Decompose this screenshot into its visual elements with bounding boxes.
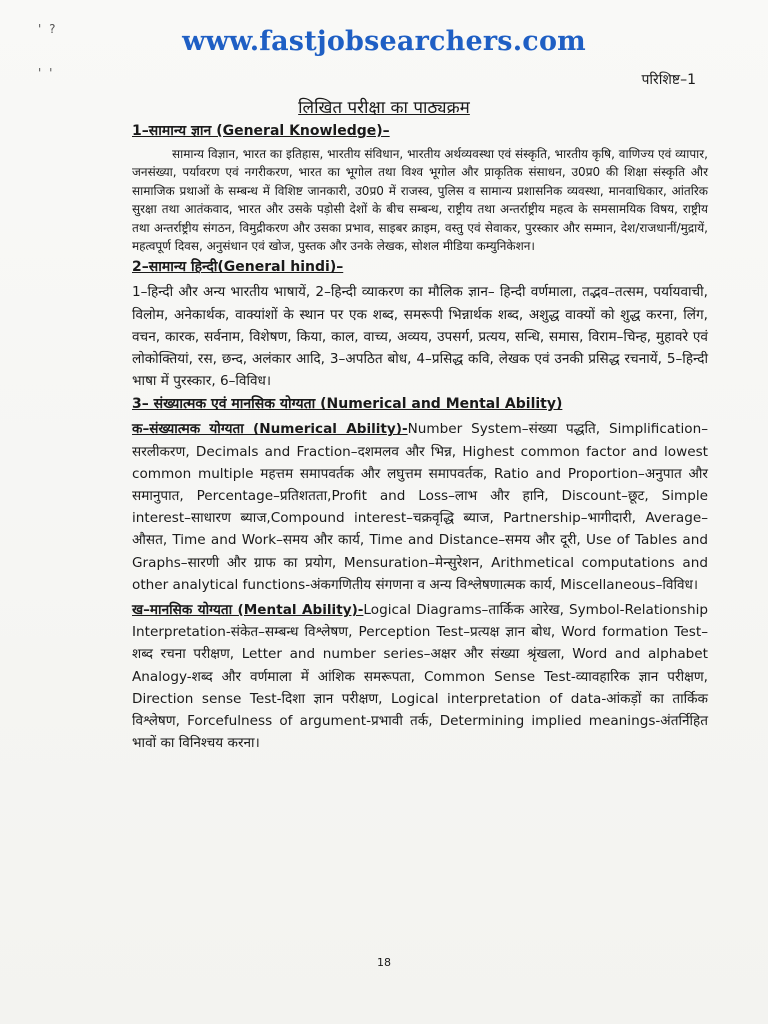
section-body-hindi: 1–हिन्दी और अन्य भारतीय भाषायें, 2–हिन्दी व्याकरण का मौलिक ज्ञान– हिन्दी वर्णमाला, तद्भव–तत्सम, पर्यायवाची, विलोम, अनेकार्थक, वाक्यांशों के स्थान पर एक शब्द, समरूपी भिन्नार्थक शब्द, अशुद्ध वाक्यों को शुद्ध करना, लिंग, वचन, कारक, सर्वनाम, विशेषण, किया, काल, वाच्य, अव्यय, उपसर्ग, प्रत्यय, सन्धि, समास, विराम–चिन्ह, मुहावरे एवं लोकोक्तियां, रस, छन्द, अलंकार आदि, 3–अपठित बोध, 4–प्रसिद्ध कवि, लेखक एवं उनकी प्रसिद्ध रचनायें, 5–हिन्दी भाषा में पुरस्कार, 6–विविध। [132,284,708,390]
document-title: लिखित परीक्षा का पाठ्यक्रम [298,98,470,118]
section-heading-hindi: 2–सामान्य हिन्दी(General hindi)– [132,259,344,276]
section-heading-gk: 1–सामान्य ज्ञान (General Knowledge)– [132,123,390,139]
scan-speck-mid: ' ' [38,66,55,80]
subheading-numerical-ability: क–संख्यात्मक योग्यता (Numerical Ability)- [132,421,408,438]
section-body-gk: सामान्य विज्ञान, भारत का इतिहास, भारतीय संविधान, भारतीय अर्थव्यवस्था एवं संस्कृति, भारतीय कृषि, वाणिज्य एवं व्यापार, जनसंख्या, पर्यावरण एवं नगरीकरण, भारत का भूगोल तथा विश्व भूगोल और प्राकृतिक संसाधन, उ0प्र0 की शिक्षा संस्कृति और सामाजिक प्रथाओं के सम्बन्ध में विशिष्ट जानकारी, उ0प्र0 में राजस्व, पुलिस व सामान्य प्रशासनिक व्यवस्था, मानवाधिकार, आंतरिक सुरक्षा तथा आतंकवाद, भारत और उसके पड़ोसी देशों के बीच सम्बन्ध, राष्ट्रीय तथा अन्तर्राष्ट्रीय महत्व के समसामयिक विषय, राष्ट्रीय तथा अन्तर्राष्ट्रीय संगठन, विमुद्रीकरण और उसका प्रभाव, साइबर क्राइम, वस्तु एवं सेवाकर, पुरस्कार और सम्मान, देश/राजधानीं/मुद्रायें, महत्वपूर्ण दिवस, अनुसंधान एवं खोज, पुस्तक और उनके लेखक, सोशल मीडिया कम्युनिकेशन। [132,147,708,254]
syllabus-content [132,120,708,758]
numerical-ability-text: Number System–संख्या पद्धति, Simplification–सरलीकरण, Decimals and Fraction–दशमलव और भिन्न, Highest common factor and lowest common multiple महत्तम समापवर्तक और लघुत्तम समापवर्तक, Ratio and Proportion–अनुपात और समानुपात, Percentage–प्रतिशतता,Profit and Loss–लाभ और हानि, Discount–छूट, Simple interest–साधारण ब्याज,Compound interest–चक्रवृद्धि ब्याज, Partnership–भागीदारी, Average–औसत, Time and Work–समय और कार्य, Time and Distance–समय और दूरी, Use of Tables and Graphs–सारणी और ग्राफ का प्रयोग, Mensuration–मेन्सुरेशन, Arithmetical computations and other analytical functions-अंकगणितीय संगणना व अन्य विश्लेषणात्मक कार्य, Miscellaneous–विविध। [132,421,708,593]
page-number: 18 [377,956,391,969]
section-heading-numerical: 3– संख्यात्मक एवं मानसिक योग्यता (Numerical and Mental Ability) [132,396,563,413]
section-body-numerical [132,418,708,596]
watermark-url: www.fastjobsearchers.com [182,26,586,57]
section-body-mental [132,599,708,754]
subheading-mental-ability: ख–मानसिक योग्यता (Mental Ability)- [132,602,364,619]
appendix-label: परिशिष्ट–1 [641,72,696,88]
scan-speck-top: ' ? [38,22,58,36]
mental-ability-text: Logical Diagrams–तार्किक आरेख, Symbol-Relationship Interpretation-संकेत–सम्बन्ध विश्लेषण, Perception Test–प्रत्यक्ष ज्ञान बोध, Word formation Test–शब्द रचना परीक्षण, Letter and number series–अक्षर और संख्या श्रृंखला, Word and alphabet Analogy-शब्द और वर्णमाला में आंशिक समरूपता, Common Sense Test-व्यावहारिक ज्ञान परीक्षण, Direction sense Test-दिशा ज्ञान परीक्षण, Logical interpretation of data-आंकड़ों का तार्किक विश्लेषण, Forcefulness of argument-प्रभावी तर्क, Determining implied meanings-अंतर्निहित भावों का विनिश्चय करना। [132,602,708,752]
